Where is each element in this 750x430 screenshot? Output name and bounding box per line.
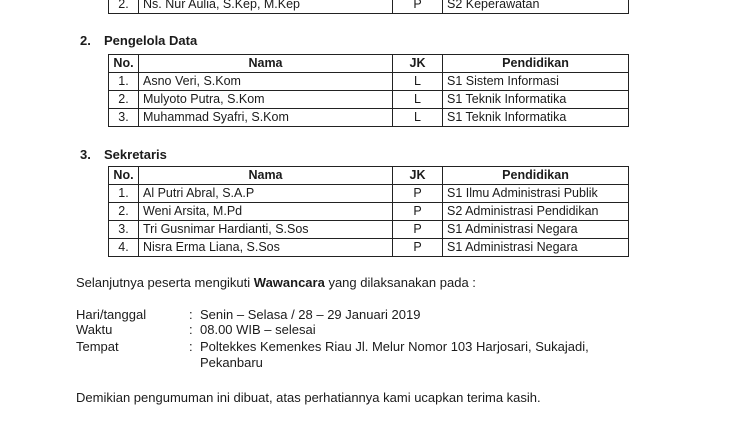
schedule-row-place	[76, 339, 646, 373]
cell-no: 3.	[109, 109, 139, 127]
section-title: Pengelola Data	[104, 33, 198, 48]
cell-nama: Al Putri Abral, S.A.P	[139, 185, 393, 203]
cell-pendidikan: S1 Administrasi Negara	[443, 221, 629, 239]
table-row	[109, 221, 629, 239]
table-pengelola-data	[108, 54, 629, 127]
table-row	[109, 203, 629, 221]
cell-jk: P	[393, 239, 443, 257]
table-header-row	[109, 55, 629, 73]
cell-nama: Muhammad Syafri, S.Kom	[139, 109, 393, 127]
schedule-value: Poltekkes Kemenkes Riau Jl. Melur Nomor 103 Harjosari, Sukajadi,	[200, 339, 589, 354]
cell-pendidikan: S2 Administrasi Pendidikan	[443, 203, 629, 221]
header-no: No.	[109, 55, 139, 73]
cell-jk: L	[393, 73, 443, 91]
cell-pendidikan: S1 Ilmu Administrasi Publik	[443, 185, 629, 203]
table-row	[109, 109, 629, 127]
schedule-value-line2: Pekanbaru	[200, 355, 263, 370]
section-title: Sekretaris	[104, 147, 167, 162]
header-jk: JK	[393, 167, 443, 185]
schedule-row-date	[76, 307, 646, 323]
table-row	[109, 73, 629, 91]
cell-no: 1.	[109, 185, 139, 203]
schedule-colon: :	[189, 322, 193, 337]
table-row	[109, 185, 629, 203]
table-row	[109, 0, 629, 14]
header-no: No.	[109, 167, 139, 185]
cell-pendidikan: S1 Administrasi Negara	[443, 239, 629, 257]
cell-nama: Ns. Nur Aulia, S.Kep, M.Kep	[139, 0, 393, 14]
header-jk: JK	[393, 55, 443, 73]
schedule-label: Hari/tanggal	[76, 307, 147, 322]
cell-jk: P	[393, 203, 443, 221]
cell-no: 4.	[109, 239, 139, 257]
cell-no: 2.	[109, 91, 139, 109]
schedule-row-time	[76, 322, 646, 338]
cell-no: 2.	[109, 203, 139, 221]
schedule-colon: :	[189, 339, 193, 354]
closing-paragraph: Demikian pengumuman ini dibuat, atas perhatiannya kami ucapkan terima kasih.	[76, 390, 541, 405]
cell-jk: L	[393, 91, 443, 109]
cell-no: 3.	[109, 221, 139, 239]
table-top-continuation	[108, 0, 629, 14]
section-heading-sekretaris	[80, 147, 167, 162]
header-pendidikan: Pendidikan	[443, 167, 629, 185]
intro-paragraph	[76, 275, 476, 290]
table-header-row	[109, 167, 629, 185]
cell-jk: P	[393, 0, 443, 14]
cell-nama: Weni Arsita, M.Pd	[139, 203, 393, 221]
cell-no: 1.	[109, 73, 139, 91]
cell-pendidikan: S1 Teknik Informatika	[443, 91, 629, 109]
section-heading-pengelola-data	[80, 33, 197, 48]
cell-nama: Asno Veri, S.Kom	[139, 73, 393, 91]
table-sekretaris	[108, 166, 629, 257]
cell-pendidikan: S2 Keperawatan	[443, 0, 629, 14]
cell-nama: Nisra Erma Liana, S.Sos	[139, 239, 393, 257]
schedule-label: Tempat	[76, 339, 119, 354]
cell-jk: L	[393, 109, 443, 127]
intro-text-before: Selanjutnya peserta mengikuti	[76, 275, 254, 290]
cell-nama: Tri Gusnimar Hardianti, S.Sos	[139, 221, 393, 239]
header-nama: Nama	[139, 55, 393, 73]
cell-pendidikan: S1 Teknik Informatika	[443, 109, 629, 127]
schedule-value: 08.00 WIB – selesai	[200, 322, 316, 337]
intro-text-bold: Wawancara	[253, 275, 325, 290]
cell-jk: P	[393, 185, 443, 203]
header-pendidikan: Pendidikan	[443, 55, 629, 73]
section-number: 2.	[80, 33, 91, 48]
table-row	[109, 91, 629, 109]
schedule-colon: :	[189, 307, 193, 322]
header-nama: Nama	[139, 167, 393, 185]
schedule-label: Waktu	[76, 322, 113, 337]
cell-no: 2.	[109, 0, 139, 14]
cell-nama: Mulyoto Putra, S.Kom	[139, 91, 393, 109]
cell-jk: P	[393, 221, 443, 239]
schedule-value: Senin – Selasa / 28 – 29 Januari 2019	[200, 307, 421, 322]
table-row	[109, 239, 629, 257]
section-number: 3.	[80, 147, 91, 162]
cell-pendidikan: S1 Sistem Informasi	[443, 73, 629, 91]
intro-text-after: yang dilaksanakan pada :	[324, 275, 476, 290]
